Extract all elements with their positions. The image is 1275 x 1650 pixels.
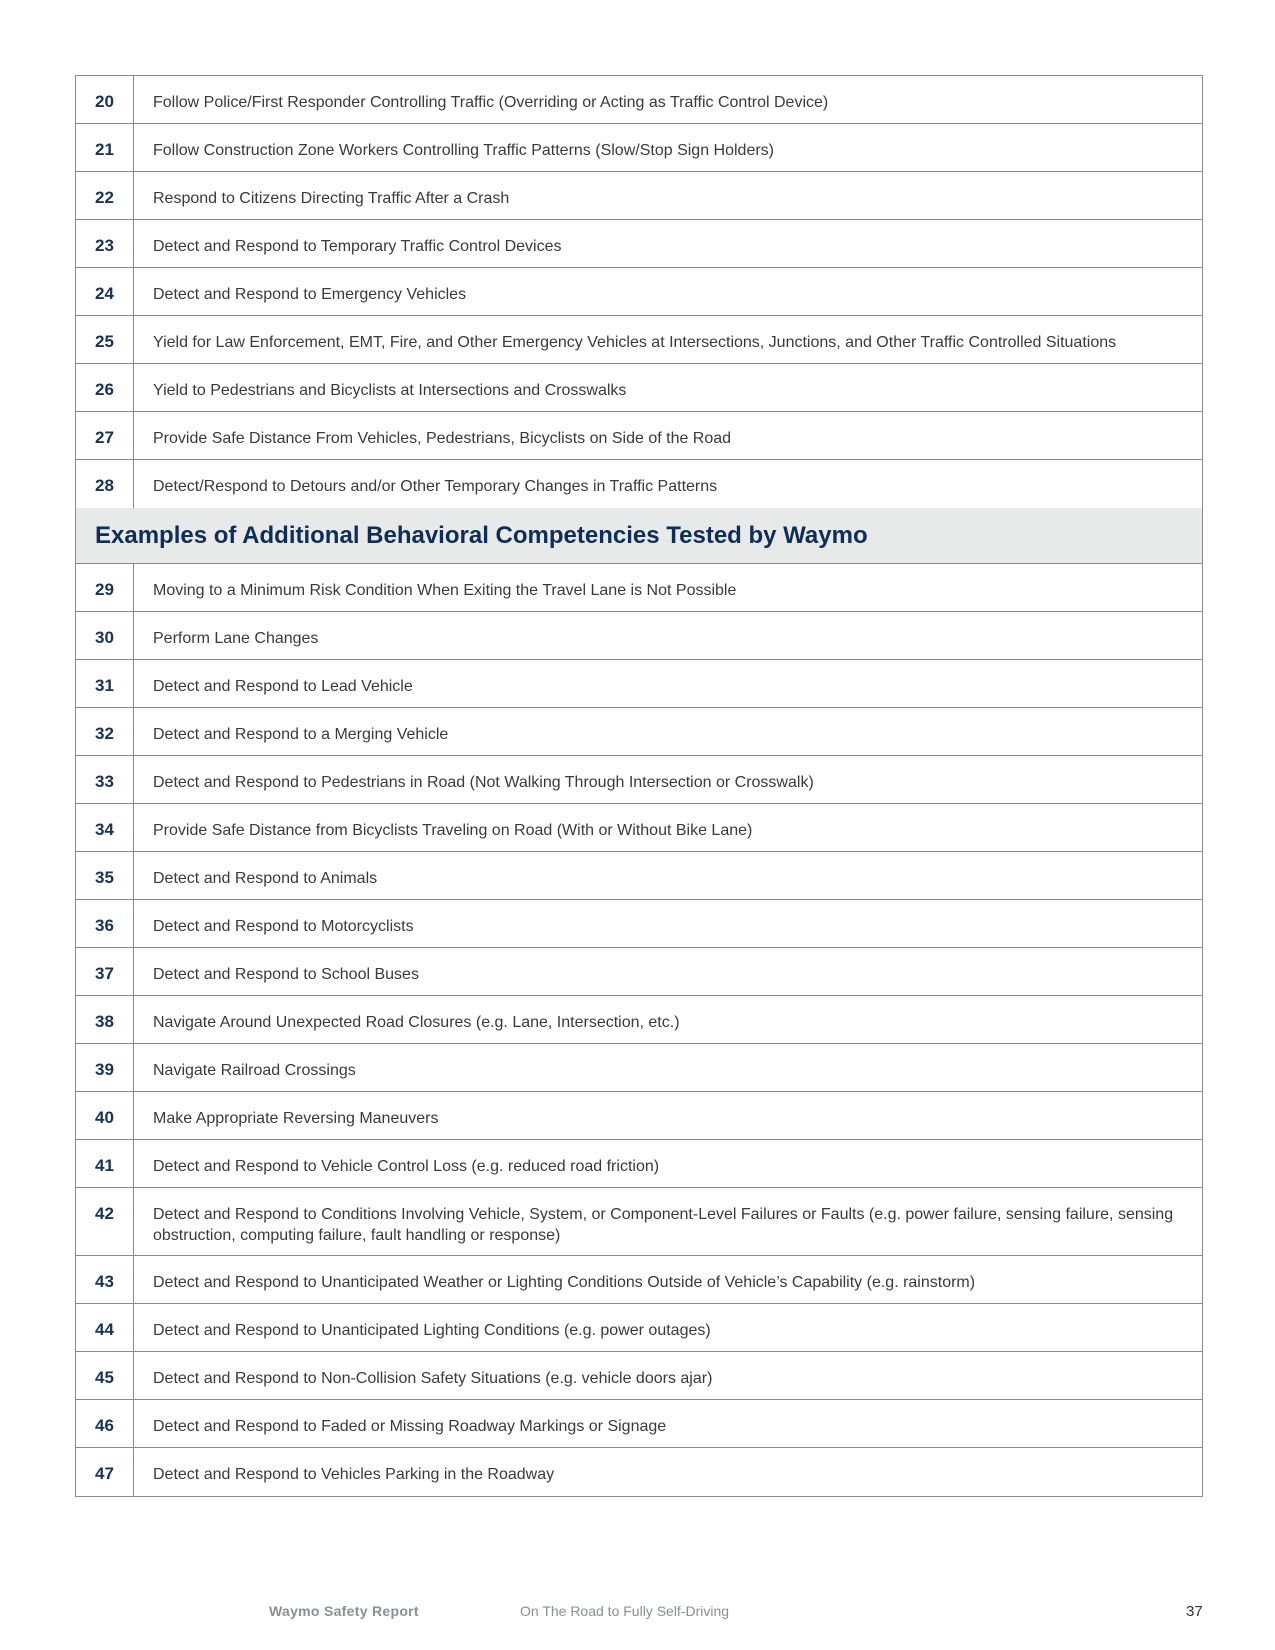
- table-row: [76, 564, 1202, 612]
- row-number: 28: [76, 460, 134, 508]
- row-number: 22: [76, 172, 134, 219]
- table-row: [76, 412, 1202, 460]
- table-row: [76, 316, 1202, 364]
- row-number: 44: [76, 1304, 134, 1351]
- row-number: 40: [76, 1092, 134, 1139]
- row-number: 25: [76, 316, 134, 363]
- page-number: 37: [1186, 1603, 1203, 1620]
- row-text: Detect and Respond to Pedestrians in Road (Not Walking Through Intersection or Crosswalk): [153, 774, 814, 791]
- row-number: 20: [76, 76, 134, 123]
- row-number: 35: [76, 852, 134, 899]
- row-text: Detect and Respond to Animals: [153, 870, 378, 887]
- row-text: Detect and Respond to Motorcyclists: [153, 918, 414, 935]
- table-row: [76, 1304, 1202, 1352]
- table-row: [76, 1140, 1202, 1188]
- row-text: Perform Lane Changes: [153, 630, 319, 647]
- row-text: Detect/Respond to Detours and/or Other Temporary Changes in Traffic Patterns: [153, 478, 718, 495]
- row-text: Detect and Respond to Emergency Vehicles: [153, 286, 467, 303]
- table-row: [76, 460, 1202, 508]
- row-text: Yield for Law Enforcement, EMT, Fire, and Other Emergency Vehicles at Intersections, Junctions, and Other Traffic Controlled Situations: [153, 334, 1117, 351]
- row-text: Navigate Around Unexpected Road Closures (e.g. Lane, Intersection, etc.): [153, 1014, 680, 1031]
- row-text: Detect and Respond to Lead Vehicle: [153, 678, 413, 695]
- table-row: [76, 708, 1202, 756]
- table-row: [76, 1188, 1202, 1256]
- footer-report-title: Waymo Safety Report: [269, 1603, 419, 1619]
- row-number: 39: [76, 1044, 134, 1091]
- table-row: [76, 1400, 1202, 1448]
- row-text: Detect and Respond to Unanticipated Weather or Lighting Conditions Outside of Vehicle’s Capability (e.g. rainstorm): [153, 1274, 976, 1291]
- rows-top-group: [76, 76, 1202, 508]
- row-text: Detect and Respond to Unanticipated Lighting Conditions (e.g. power outages): [153, 1322, 711, 1339]
- row-number: 23: [76, 220, 134, 267]
- row-number: 36: [76, 900, 134, 947]
- rows-bottom-group: [76, 564, 1202, 1496]
- row-text: Detect and Respond to Vehicle Control Loss (e.g. reduced road friction): [153, 1158, 660, 1175]
- table-row: [76, 76, 1202, 124]
- row-text: Yield to Pedestrians and Bicyclists at Intersections and Crosswalks: [153, 382, 627, 399]
- table-row: [76, 220, 1202, 268]
- section-header: [76, 508, 1202, 564]
- row-number: 32: [76, 708, 134, 755]
- row-number: 43: [76, 1256, 134, 1303]
- row-number: 33: [76, 756, 134, 803]
- row-number: 30: [76, 612, 134, 659]
- row-text: Provide Safe Distance from Bicyclists Traveling on Road (With or Without Bike Lane): [153, 822, 753, 839]
- row-text: Detect and Respond to Non-Collision Safety Situations (e.g. vehicle doors ajar): [153, 1370, 713, 1387]
- table-row: [76, 948, 1202, 996]
- row-text: Respond to Citizens Directing Traffic After a Crash: [153, 190, 510, 207]
- row-text: Make Appropriate Reversing Maneuvers: [153, 1110, 439, 1127]
- table-row: [76, 172, 1202, 220]
- table-row: [76, 1256, 1202, 1304]
- table-row: [76, 852, 1202, 900]
- row-number: 46: [76, 1400, 134, 1447]
- row-number: 34: [76, 804, 134, 851]
- row-text: Detect and Respond to Conditions Involving Vehicle, System, or Component-Level Failures or Faults (e.g. power failure, sensing failure, sensing obstruction, computing failure, fault handling or response): [153, 1206, 1174, 1244]
- table-row: [76, 1352, 1202, 1400]
- row-number: 37: [76, 948, 134, 995]
- table-row: [76, 124, 1202, 172]
- table-row: [76, 364, 1202, 412]
- row-number: 31: [76, 660, 134, 707]
- row-number: 24: [76, 268, 134, 315]
- competencies-table: [75, 75, 1203, 1497]
- row-text: Follow Construction Zone Workers Controlling Traffic Patterns (Slow/Stop Sign Holders): [153, 142, 774, 159]
- row-number: 45: [76, 1352, 134, 1399]
- row-text: Provide Safe Distance From Vehicles, Pedestrians, Bicyclists on Side of the Road: [153, 430, 732, 447]
- row-text: Detect and Respond to Temporary Traffic Control Devices: [153, 238, 562, 255]
- table-row: [76, 900, 1202, 948]
- table-row: [76, 1448, 1202, 1496]
- row-number: 27: [76, 412, 134, 459]
- section-title: Examples of Additional Behavioral Competencies Tested by Waymo: [95, 521, 868, 549]
- row-text: Detect and Respond to Vehicles Parking in the Roadway: [153, 1466, 555, 1483]
- row-number: 41: [76, 1140, 134, 1187]
- table-row: [76, 1044, 1202, 1092]
- row-number: 42: [76, 1188, 134, 1255]
- table-row: [76, 1092, 1202, 1140]
- row-text: Navigate Railroad Crossings: [153, 1062, 356, 1079]
- table-row: [76, 660, 1202, 708]
- table-row: [76, 804, 1202, 852]
- row-text: Detect and Respond to Faded or Missing Roadway Markings or Signage: [153, 1418, 667, 1435]
- table-row: [76, 756, 1202, 804]
- row-number: 26: [76, 364, 134, 411]
- row-number: 21: [76, 124, 134, 171]
- row-text: Detect and Respond to School Buses: [153, 966, 419, 983]
- row-text: Detect and Respond to a Merging Vehicle: [153, 726, 449, 743]
- table-row: [76, 268, 1202, 316]
- row-text: Moving to a Minimum Risk Condition When Exiting the Travel Lane is Not Possible: [153, 582, 737, 599]
- table-row: [76, 996, 1202, 1044]
- row-number: 29: [76, 564, 134, 611]
- table-row: [76, 612, 1202, 660]
- row-number: 47: [76, 1448, 134, 1496]
- footer-subtitle: On The Road to Fully Self-Driving: [520, 1603, 730, 1619]
- row-text: Follow Police/First Responder Controlling Traffic (Overriding or Acting as Traffic Control Device): [153, 94, 829, 111]
- row-number: 38: [76, 996, 134, 1043]
